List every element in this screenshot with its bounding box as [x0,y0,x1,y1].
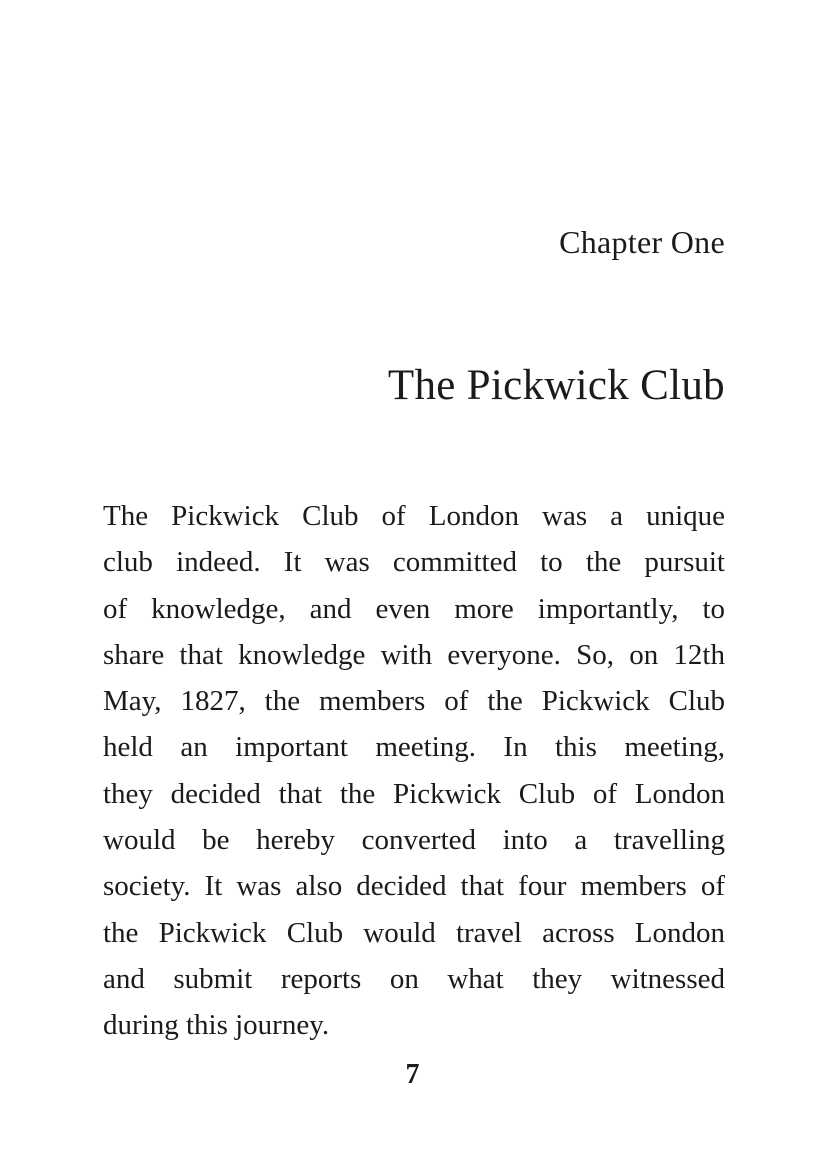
body-line: society. It was also decided that four members of [103,870,725,903]
body-line: they decided that the Pickwick Club of London [103,777,725,810]
body-line: the Pickwick Club would travel across London [103,916,725,949]
body-line: held an important meeting. In this meeting, [103,731,725,764]
body-line: club indeed. It was committed to the pursuit [103,546,725,579]
body-line: The Pickwick Club of London was a unique [103,500,725,532]
body-line: and submit reports on what they witnessed [103,962,725,995]
chapter-heading: Chapter One [559,224,725,260]
page-title: The Pickwick Club [387,362,725,409]
body-line: share that knowledge with everyone. So, on 12th [103,638,725,671]
body-line: of knowledge, and even more importantly, to [103,592,725,625]
body-line: May, 1827, the members of the Pickwick Club [103,685,725,718]
body-paragraph [103,493,725,1049]
body-line: would be hereby converted into a travelling [103,824,725,857]
body-line: during this journey. [103,1009,330,1042]
page-number: 7 [405,1059,420,1090]
